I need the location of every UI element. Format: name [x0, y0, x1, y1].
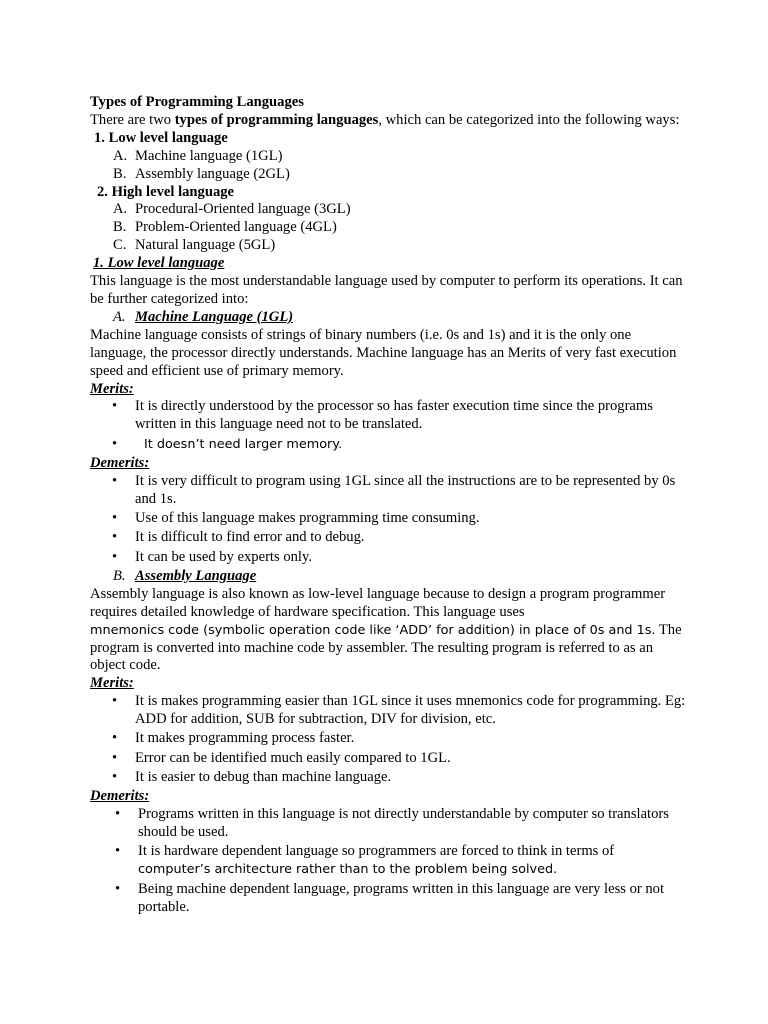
list-item: C. Natural language (5GL)	[113, 237, 276, 254]
outline-list	[90, 130, 688, 255]
machine-merits-label: Merits:	[90, 380, 134, 397]
section-low-heading: 1. Low level language	[93, 255, 225, 272]
machine-paragraph: Machine language consists of strings of binary numbers (i.e. 0s and 1s) and it is the only one language, the processor directly understands. Machine language has an Merits of very fast execution speed and efficient use of primary memory.	[90, 326, 677, 379]
outline-high-items	[90, 201, 688, 255]
machine-demerits-label: Demerits:	[90, 454, 150, 471]
list-item: B. Assembly language (2GL)	[113, 165, 290, 182]
list-item: • It is hardware dependent language so programmers are forced to think in terms of computer’s architecture rather than to the problem being solved.	[115, 843, 615, 878]
intro-paragraph	[90, 112, 688, 130]
list-item: • It doesn’t need larger memory.	[112, 435, 343, 452]
list-item: • Error can be identified much easily compared to 1GL.	[112, 749, 451, 766]
assembly-demerits-label: Demerits:	[90, 788, 150, 805]
list-item: • Programs written in this language is not directly understandable by computer so translators should be used.	[115, 806, 669, 841]
outline-low-items	[90, 148, 688, 184]
intro-bold: types of programming languages	[174, 111, 379, 128]
list-item: • It is directly understood by the processor so has faster execution time since the programs written in this language need not to be translated.	[112, 398, 653, 433]
list-item: • It is makes programming easier than 1GL since it uses mnemonics code for programming. Eg: ADD for addition, SUB for subtraction, DIV for division, etc.	[112, 693, 686, 728]
assembly-heading: B. Assembly Language	[113, 567, 257, 584]
machine-heading: A. Machine Language (1GL)	[113, 308, 294, 325]
assembly-paragraph: Assembly language is also known as low-level language because to design a program programmer requires detailed knowledge of hardware specification. This language uses mnemonics code (symbolic operation code like ‘ADD’ for addition) in place of 0s and 1s. The program is converted into machine code by assembler. The resulting program is referred to as an object code.	[90, 585, 682, 674]
machine-merits-list	[90, 398, 688, 453]
list-item: • It is very difficult to program using 1GL since all the instructions are to be represented by 0s and 1s.	[112, 472, 676, 507]
machine-demerits-list	[90, 473, 688, 567]
section-low-paragraph: This language is the most understandable language used by computer to perform its operations. It can be further categorized into:	[90, 273, 683, 307]
list-item: A. Procedural-Oriented language (3GL)	[113, 201, 351, 218]
list-item: B. Problem-Oriented language (4GL)	[113, 219, 337, 236]
list-item: A. Machine language (1GL)	[113, 147, 283, 164]
assembly-merits-list	[90, 693, 688, 787]
list-item: • It is easier to debug than machine language.	[112, 769, 392, 786]
list-item: • It is difficult to find error and to debug.	[112, 529, 365, 546]
page-title: Types of Programming Languages	[90, 94, 304, 110]
list-item: • It can be used by experts only.	[112, 548, 312, 565]
list-item: • It makes programming process faster.	[112, 730, 355, 747]
intro-pre: There are two	[90, 111, 175, 128]
assembly-demerits-list	[90, 806, 688, 916]
assembly-merits-label: Merits:	[90, 675, 134, 692]
intro-post: , which can be categorized into the following ways:	[378, 111, 680, 128]
outline-high-label: 2. High level language	[97, 183, 235, 200]
list-item: • Being machine dependent language, programs written in this language are very less or not portable.	[115, 880, 665, 915]
list-item: • Use of this language makes programming time consuming.	[112, 510, 480, 527]
outline-low-label: 1. Low level language	[94, 129, 228, 146]
